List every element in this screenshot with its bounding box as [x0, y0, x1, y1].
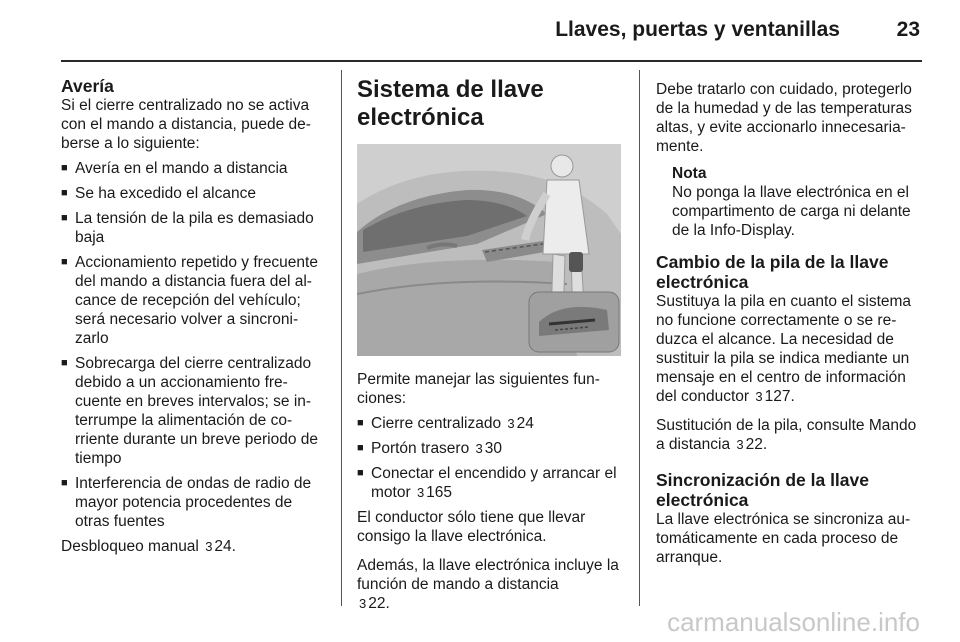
column-1	[61, 76, 326, 556]
page-ref-arrow-icon: 3	[205, 539, 213, 554]
page-reference[interactable]: 3 24.	[205, 538, 236, 555]
watermark: carmanualsonline.info	[667, 607, 920, 637]
page-reference[interactable]: 3 22.	[359, 595, 390, 612]
page-ref-arrow-icon: 3	[736, 437, 744, 452]
note-label: Nota	[672, 165, 707, 182]
page-ref-arrow-icon: 3	[416, 485, 425, 500]
page-reference[interactable]: 3 30	[475, 440, 503, 457]
list-item: ■ Accionamiento repetido y frecuente del mando a distancia fuera del al-cance de recepción del vehículo; será necesario volver a sincroni-zarlo	[61, 253, 326, 348]
column-divider	[639, 70, 640, 606]
care-paragraph: Debe tratarlo con cuidado, protegerlo de la humedad y de las temperaturas altas, y evite accionarlo innecesaria-mente.	[656, 81, 912, 155]
heading-sistema-llave-electronica: Sistema de llave electrónica	[357, 76, 544, 131]
synchronization-paragraph: La llave electrónica se sincroniza au-tomáticamente en cada proceso de arranque.	[656, 511, 911, 566]
page-reference[interactable]: 3 24	[507, 415, 534, 432]
averia-causes-list	[61, 159, 326, 531]
list-item: ■ Se ha excedido el alcance	[61, 184, 326, 203]
column-3	[656, 80, 924, 567]
battery-replacement-see-also: Sustitución de la pila, consulte Mando a distancia 3 22.	[656, 417, 917, 453]
heading-averia: Avería	[61, 76, 114, 96]
page-ref-arrow-icon: 3	[475, 441, 483, 456]
page-ref-arrow-icon: 3	[359, 596, 367, 611]
heading-battery-replacement: Cambio de la pila de la llave electrónica	[656, 252, 889, 292]
averia-intro: Si el cierre centralizado no se activa con el mando a distancia, puede de-berse a lo siguiente:	[61, 97, 311, 152]
list-item: ■ Interferencia de ondas de radio de mayor potencia procedentes de otras fuentes	[61, 474, 326, 531]
functions-list	[357, 414, 625, 502]
note-box	[656, 164, 924, 240]
manual-unlock-reference: Desbloqueo manual 3 24.	[61, 538, 236, 555]
driver-carries-key-paragraph: El conductor sólo tiene que llevar consigo la llave electrónica.	[357, 509, 586, 545]
page-reference[interactable]: 3 127.	[755, 388, 795, 405]
page-number: 23	[896, 18, 920, 41]
list-item: ■ La tensión de la pila es demasiado baja	[61, 209, 326, 247]
functions-intro: Permite manejar las siguientes fun-ciones:	[357, 371, 600, 407]
car-keyless-entry-illustration	[357, 144, 621, 356]
page-header-title: Llaves, puertas y ventanillas	[555, 18, 840, 41]
page-reference[interactable]: 3 165	[416, 484, 453, 501]
battery-replacement-paragraph: Sustituya la pila en cuanto el sistema no funcione correctamente o se re-duzca el alcance. La necesidad de sustituir la pila se indica mediante un mensaje en el centro de información del conductor 3 127.	[656, 293, 912, 405]
column-divider	[341, 70, 342, 606]
page-ref-arrow-icon: 3	[507, 416, 515, 431]
page-ref-arrow-icon: 3	[755, 389, 763, 404]
list-item: ■ Portón trasero 3 30	[357, 439, 625, 458]
column-2	[357, 76, 625, 613]
page-reference[interactable]: 3 22.	[736, 436, 768, 453]
list-item: ■ Conectar el encendido y arrancar el motor 3 165	[357, 464, 625, 502]
remote-function-paragraph: Además, la llave electrónica incluye la función de mando a distancia 3 22.	[357, 557, 619, 612]
note-text: No ponga la llave electrónica en el compartimento de carga ni delante de la Info-Display.	[672, 184, 911, 239]
header-rule	[61, 60, 922, 62]
list-item: ■ Avería en el mando a distancia	[61, 159, 326, 178]
heading-synchronization: Sincronización de la llave electrónica	[656, 470, 869, 510]
list-item: ■ Cierre centralizado 3 24	[357, 414, 625, 433]
list-item: ■ Sobrecarga del cierre centralizado debido a un accionamiento fre-cuente en breves intervalos; se in-terrumpe la alimentación de co-rriente durante un breve periodo de tiempo	[61, 354, 326, 468]
